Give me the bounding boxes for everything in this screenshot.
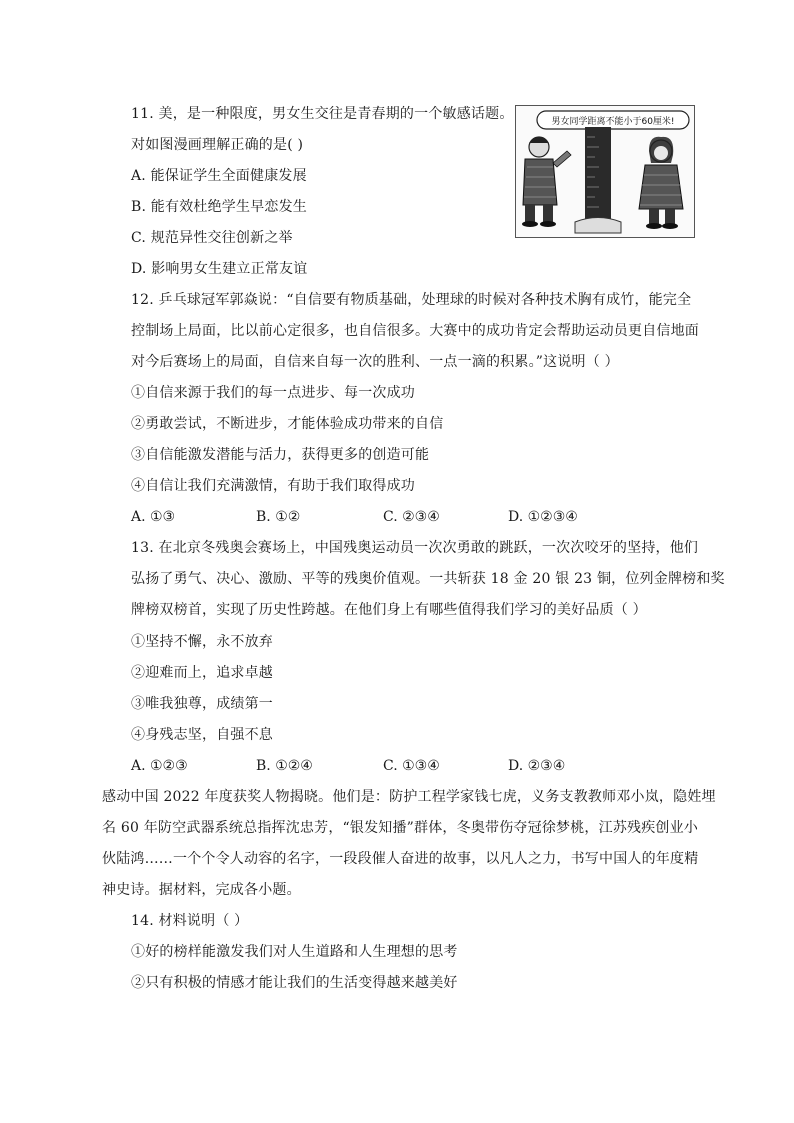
q13-choice-b: B. ①②④	[256, 758, 313, 774]
q11-cartoon	[515, 105, 695, 238]
material-line3: 伙陆鸿……一个个令人动容的名字，一段段催人奋进的故事，以凡人之力，书写中国人的年度精	[102, 851, 699, 867]
q11-option-b: B. 能有效杜绝学生早恋发生	[131, 199, 307, 215]
cartoon-caption: 男女同学距离不能小于60厘米!	[551, 117, 675, 127]
q12-statement-4: ④自信让我们充满激情，有助于我们取得成功	[131, 478, 415, 494]
q13-stem-line2: 弘扬了勇气、决心、激励、平等的残奥价值观。一共斩获 18 金 20 银 23 铜，位列金牌榜和奖	[131, 571, 725, 587]
q12-stem-line1: 12. 乒乓球冠军郭焱说：“自信要有物质基础，处理球的时候对各种技术胸有成竹，能完全	[131, 292, 692, 308]
q12-choice-b: B. ①②	[256, 509, 301, 525]
q13-statement-3: ③唯我独尊，成绩第一	[131, 696, 273, 712]
q12-choice-d: D. ①②③④	[508, 509, 578, 525]
q13-stem-line1: 13. 在北京冬残奥会赛场上，中国残奥运动员一次次勇敢的跳跃，一次次咬牙的坚持，他们	[131, 540, 699, 556]
q13-statement-4: ④身残志坚，自强不息	[131, 727, 273, 743]
material-line2: 名 60 年防空武器系统总指挥沈忠芳，“银发知播”群体，冬奥带伤夺冠徐梦桃，江苏残疾创业小	[102, 820, 699, 836]
q14-stem: 14. 材料说明（ ）	[131, 913, 249, 929]
q12-statement-1: ①自信来源于我们的每一点进步、每一次成功	[131, 385, 415, 401]
q11-stem-line1: 11. 美，是一种限度，男女生交往是青春期的一个敏感话题。	[131, 106, 514, 122]
material-line1: 感动中国 2022 年度获奖人物揭晓。他们是：防护工程学家钱七虎，义务支教教师邓小岚，隐姓埋	[102, 789, 716, 805]
q12-choice-c: C. ②③④	[383, 509, 440, 525]
q11-stem-line2: 对如图漫画理解正确的是( )	[131, 137, 304, 153]
q11-option-a: A. 能保证学生全面健康发展	[131, 168, 307, 184]
q12-statement-2: ②勇敢尝试，不断进步，才能体验成功带来的自信	[131, 416, 444, 432]
q13-statement-2: ②迎难而上，追求卓越	[131, 665, 273, 681]
q13-statement-1: ①坚持不懈，永不放弃	[131, 634, 273, 650]
q12-choice-a: A. ①③	[131, 509, 176, 525]
q13-choice-a: A. ①②③	[131, 758, 188, 774]
material-line4: 神史诗。据材料，完成各小题。	[102, 882, 301, 898]
q11-option-c: C. 规范异性交往创新之举	[131, 230, 293, 246]
q12-stem-line2: 控制场上局面，比以前心定很多，也自信很多。大赛中的成功肯定会帮助运动员更自信地面	[131, 323, 699, 339]
q13-choice-c: C. ①③④	[383, 758, 440, 774]
q14-statement-1: ①好的榜样能激发我们对人生道路和人生理想的思考	[131, 944, 458, 960]
q13-choice-d: D. ②③④	[508, 758, 566, 774]
q12-stem-line3: 对今后赛场上的局面，自信来自每一次的胜利、一点一滴的积累。”这说明（ ）	[131, 354, 619, 370]
q11-option-d: D. 影响男女生建立正常友谊	[131, 261, 308, 277]
q13-stem-line3: 牌榜双榜首，实现了历史性跨越。在他们身上有哪些值得我们学习的美好品质（ ）	[131, 602, 647, 618]
q14-statement-2: ②只有积极的情感才能让我们的生活变得越来越美好	[131, 975, 458, 991]
q12-statement-3: ③自信能激发潜能与活力，获得更多的创造可能	[131, 447, 430, 463]
